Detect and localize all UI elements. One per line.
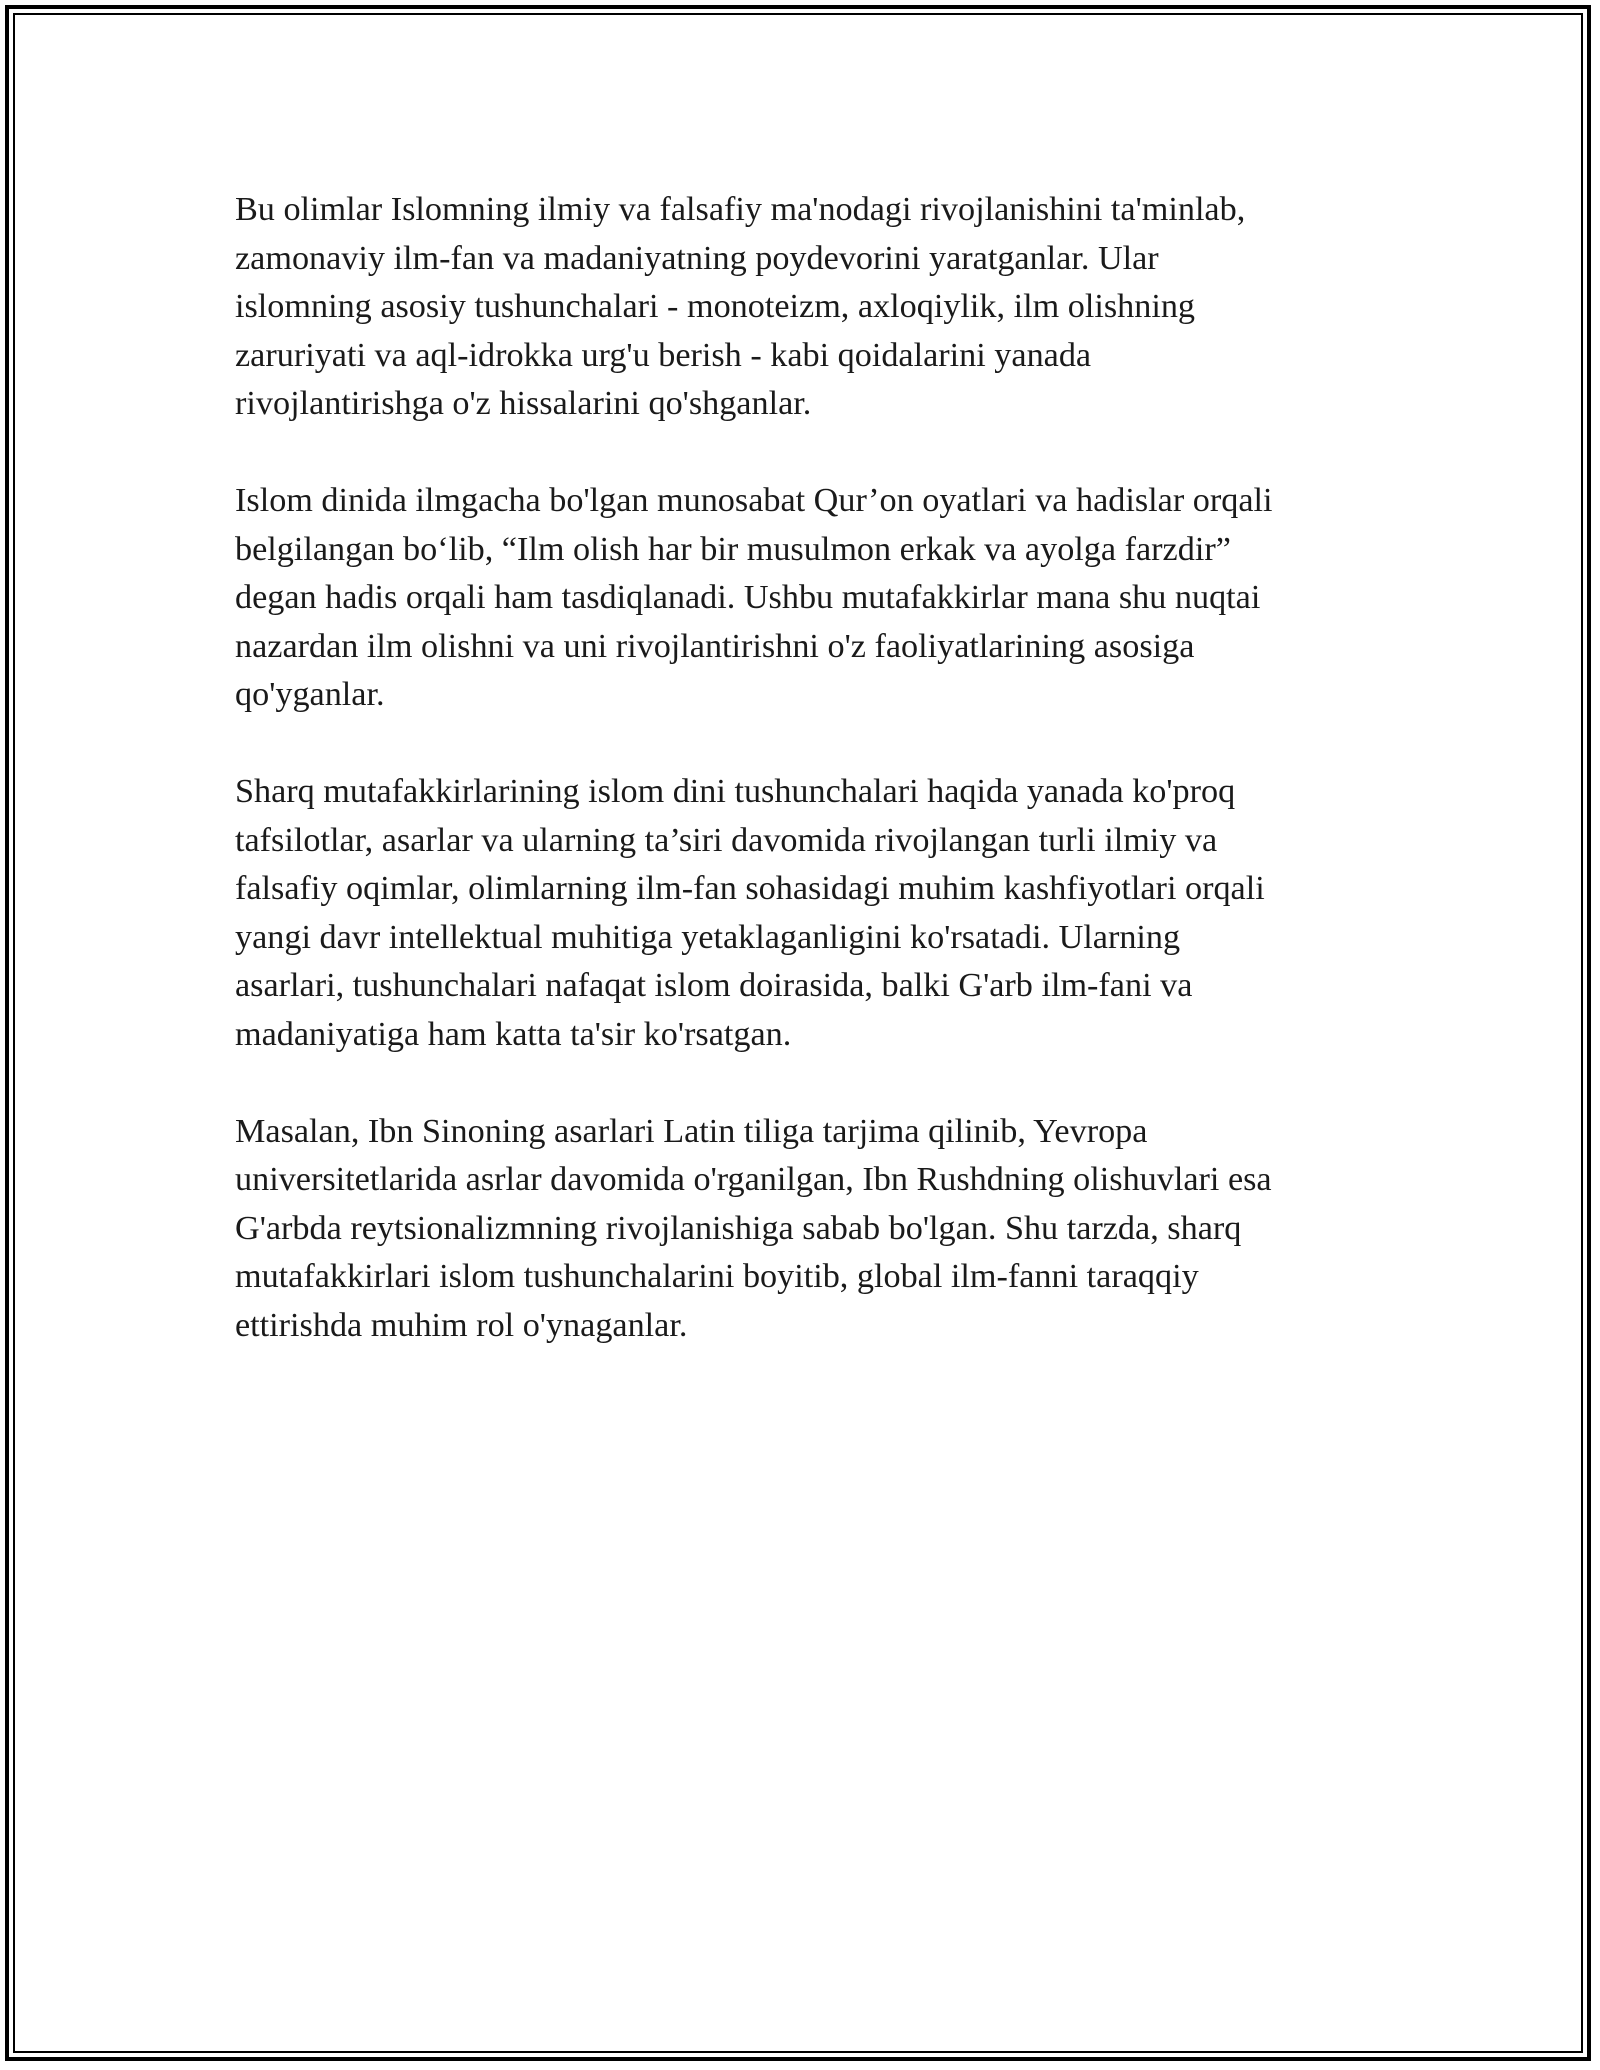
paragraph-2: Islom dinida ilmgacha bo'lgan munosabat Qur’on oyatlari va hadislar orqali belgilangan bo‘lib, “Ilm olish har bir musulmon erkak va ayolga farzdir” degan hadis orqali ham tasdiqlanadi. Ushbu mutafakkirlar mana shu nuqtai nazardan ilm olishni va uni rivojlantirishni o'z faoliyatlarining asosiga qo'yganlar. (235, 482, 1273, 713)
paragraph-3: Sharq mutafakkirlarining islom dini tushunchalari haqida yanada ko'proq tafsilotlar, asarlar va ularning ta’siri davomida rivojlangan turli ilmiy va falsafiy oqimlar, olimlarning ilm-fan sohasidagi muhim kashfiyotlari orqali yangi davr intellektual muhitiga yetaklaganligini ko'rsatadi. Ularning asarlari, tushunchalari nafaqat islom doirasida, balki G'arb ilm-fani va madaniyatiga ham katta ta'sir ko'rsatgan. (235, 773, 1265, 1053)
paragraph-4: Masalan, Ibn Sinoning asarlari Latin tiliga tarjima qilinib, Yevropa universitetlarida asrlar davomida o'rganilgan, Ibn Rushdning olishuvlari esa G'arbda reytsionalizmning rivojlanishiga sabab bo'lgan. Shu tarzda, sharq mutafakkirlari islom tushunchalarini boyitib, global ilm-fanni taraqqiy ettirishda muhim rol o'ynaganlar. (235, 1112, 1272, 1344)
document-body (235, 186, 1365, 1350)
paragraph-1: Bu olimlar Islomning ilmiy va falsafiy ma'nodagi rivojlanishini ta'minlab, zamonaviy ilm-fan va madaniyatning poydevorini yaratganlar. Ular islomning asosiy tushunchalari - monoteizm, axloqiylik, ilm olishning zaruriyati va aql-idrokka urg'u berish - kabi qoidalarini yanada rivojlantirishga o'z hissalarini qo'shganlar. (235, 191, 1246, 422)
